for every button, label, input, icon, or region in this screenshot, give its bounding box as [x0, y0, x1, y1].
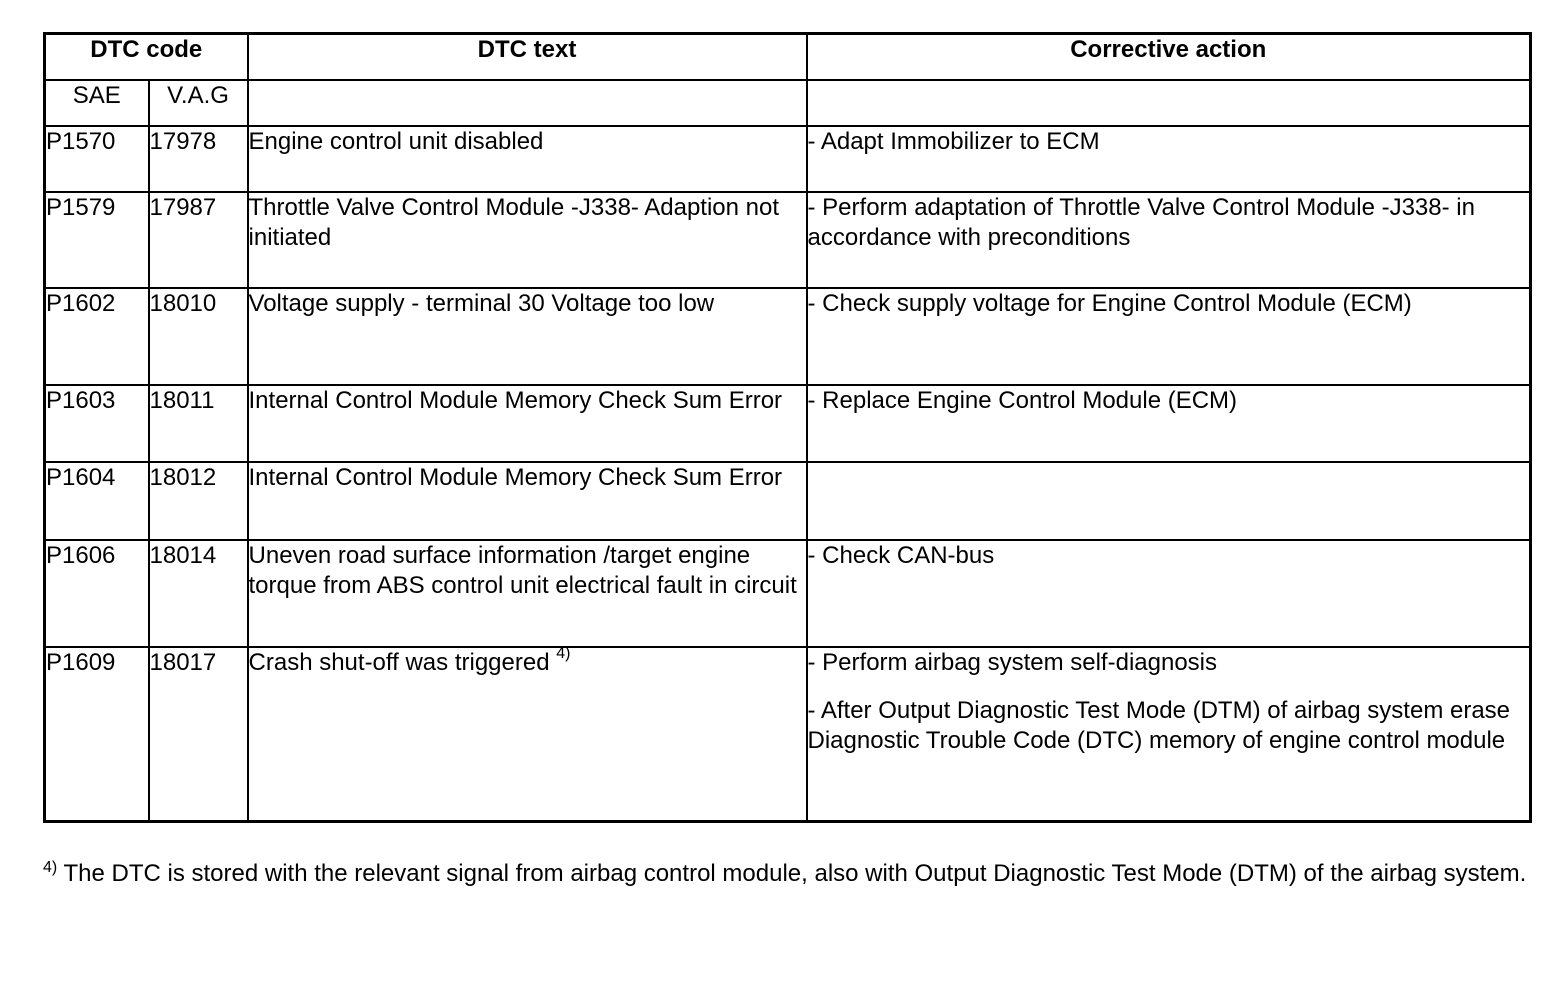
- vag-code-cell: 18011: [149, 385, 248, 462]
- vag-code-cell: 18010: [149, 288, 248, 385]
- corrective-action-header: Corrective action: [807, 34, 1531, 81]
- footnote-text: The DTC is stored with the relevant signal from airbag control module, also with Output Diagnostic Test Mode (DTM) of the airbag system.: [57, 860, 1527, 887]
- table-row: [45, 462, 1531, 540]
- dtc-text-cell: [248, 647, 807, 821]
- sae-code-cell: P1606: [45, 540, 149, 647]
- dtc-code-header: DTC code: [45, 34, 248, 81]
- vag-code-cell: 18017: [149, 647, 248, 821]
- table-row: [45, 126, 1531, 192]
- sae-code-cell: P1579: [45, 192, 149, 288]
- footnote-reference: 4): [556, 645, 571, 662]
- dtc-text: Engine control unit disabled: [248, 128, 544, 155]
- sae-code-cell: P1604: [45, 462, 149, 540]
- vag-code-cell: 18012: [149, 462, 248, 540]
- dtc-text: Uneven road surface information /target engine torque from ABS control unit electrical fault in circuit: [248, 542, 797, 599]
- sae-code-cell: P1609: [45, 647, 149, 821]
- dtc-text: Voltage supply - terminal 30 Voltage too low: [248, 290, 715, 317]
- sae-subheader: SAE: [45, 80, 149, 126]
- dtc-text: Internal Control Module Memory Check Sum Error: [248, 387, 783, 414]
- corrective-action-cell: [807, 126, 1531, 192]
- table-subheader-row: [45, 80, 1531, 126]
- corrective-action-item: - After Output Diagnostic Test Mode (DTM) of airbag system erase Diagnostic Trouble Code (DTC) memory of engine control module: [807, 697, 1511, 754]
- dtc-text-cell: [248, 540, 807, 647]
- vag-subheader: V.A.G: [149, 80, 248, 126]
- dtc-text: Throttle Valve Control Module -J338- Adaption not initiated: [248, 194, 780, 251]
- corrective-action-item: - Replace Engine Control Module (ECM): [807, 387, 1238, 414]
- corrective-action-item: - Adapt Immobilizer to ECM: [807, 128, 1100, 155]
- footnote: [43, 858, 1543, 889]
- table-row: [45, 647, 1531, 821]
- corrective-action-item: - Check supply voltage for Engine Control Module (ECM): [807, 290, 1412, 317]
- corrective-action-item: - Perform adaptation of Throttle Valve Control Module -J338- in accordance with preconditions: [807, 194, 1475, 251]
- empty-subheader-cell: [807, 80, 1531, 126]
- corrective-action-item: - Check CAN-bus: [807, 542, 995, 569]
- dtc-text-header: DTC text: [248, 34, 807, 81]
- dtc-text-cell: [248, 126, 807, 192]
- vag-code-cell: 18014: [149, 540, 248, 647]
- sae-code-cell: P1602: [45, 288, 149, 385]
- corrective-action-cell: [807, 385, 1531, 462]
- dtc-text-cell: [248, 385, 807, 462]
- empty-subheader-cell: [248, 80, 807, 126]
- corrective-action-item: - Perform airbag system self-diagnosis: [807, 649, 1217, 676]
- dtc-text-cell: [248, 288, 807, 385]
- corrective-action-cell: [807, 647, 1531, 821]
- corrective-action-cell: [807, 192, 1531, 288]
- dtc-table: [43, 32, 1532, 823]
- table-header-row: [45, 34, 1531, 81]
- table-row: [45, 288, 1531, 385]
- table-row: [45, 192, 1531, 288]
- vag-code-cell: 17978: [149, 126, 248, 192]
- corrective-action-cell: [807, 462, 1531, 540]
- dtc-text: Crash shut-off was triggered: [248, 649, 550, 676]
- footnote-mark: 4): [43, 859, 58, 876]
- sae-code-cell: P1603: [45, 385, 149, 462]
- dtc-text-cell: [248, 462, 807, 540]
- corrective-action-cell: [807, 540, 1531, 647]
- sae-code-cell: P1570: [45, 126, 149, 192]
- dtc-text-cell: [248, 192, 807, 288]
- corrective-action-cell: [807, 288, 1531, 385]
- vag-code-cell: 17987: [149, 192, 248, 288]
- table-row: [45, 540, 1531, 647]
- dtc-text: Internal Control Module Memory Check Sum Error: [248, 464, 783, 491]
- table-row: [45, 385, 1531, 462]
